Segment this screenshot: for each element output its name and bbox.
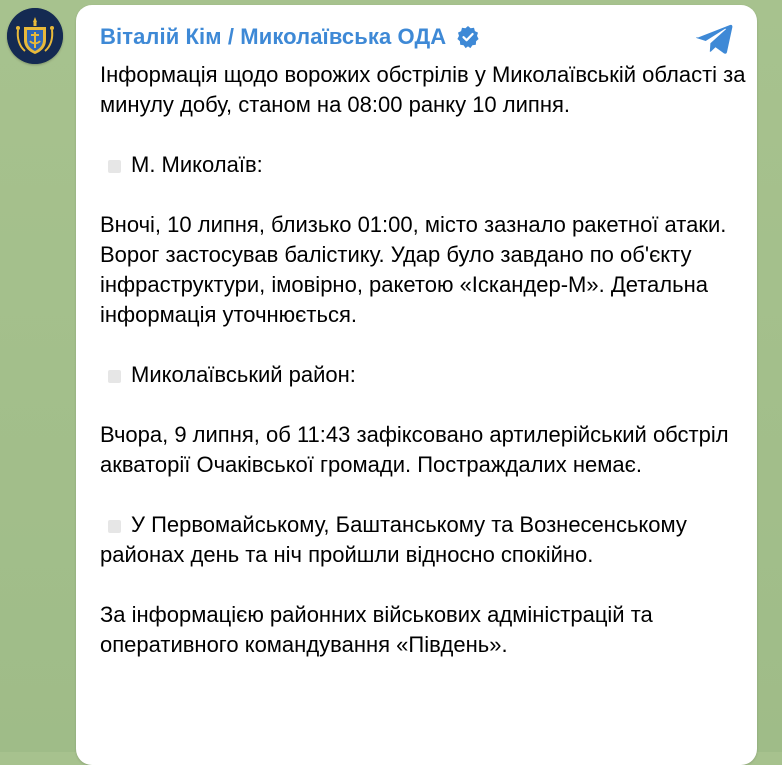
section-1-paragraph: Вночі, 10 липня, близько 01:00, місто зазнало ракетної атаки. Ворог застосував балістику. Удар було завдано по об'єкту інфраструктури, імовірно, ракетою «Іскандер-М». Детальна інформація уточнюється. xyxy=(100,212,727,327)
coat-of-arms-icon xyxy=(7,8,63,64)
bullet-square-icon xyxy=(108,370,121,383)
telegram-icon[interactable] xyxy=(695,19,735,59)
section-2-heading xyxy=(100,360,750,390)
section-1-heading xyxy=(100,150,750,180)
bullet-square-icon xyxy=(108,520,121,533)
section-3-paragraph xyxy=(100,510,750,570)
message-header xyxy=(100,23,480,51)
channel-name[interactable]: Віталій Кім / Миколаївська ОДА xyxy=(100,24,447,49)
bullet-square-icon xyxy=(108,160,121,173)
message-bubble xyxy=(76,5,757,765)
section-2-heading-text: Миколаївський район: xyxy=(131,362,356,387)
channel-avatar[interactable] xyxy=(7,8,63,64)
footer-paragraph: За інформацією районних військових адміністрацій та оперативного командування «Південь». xyxy=(100,602,653,657)
section-3-paragraph-text: У Первомайському, Баштанському та Вознесенському районах день та ніч пройшли відносно спокійно. xyxy=(100,512,687,567)
verified-badge-icon xyxy=(456,25,480,49)
intro-paragraph: Інформація щодо ворожих обстрілів у Миколаївській області за минулу добу, станом на 08:00 ранку 10 липня. xyxy=(100,62,746,117)
message-text xyxy=(100,60,750,660)
section-2-paragraph: Вчора, 9 липня, об 11:43 зафіксовано артилерійський обстріл акваторії Очаківської громади. Постраждалих немає. xyxy=(100,422,729,477)
section-1-heading-text: М. Миколаїв: xyxy=(131,152,263,177)
